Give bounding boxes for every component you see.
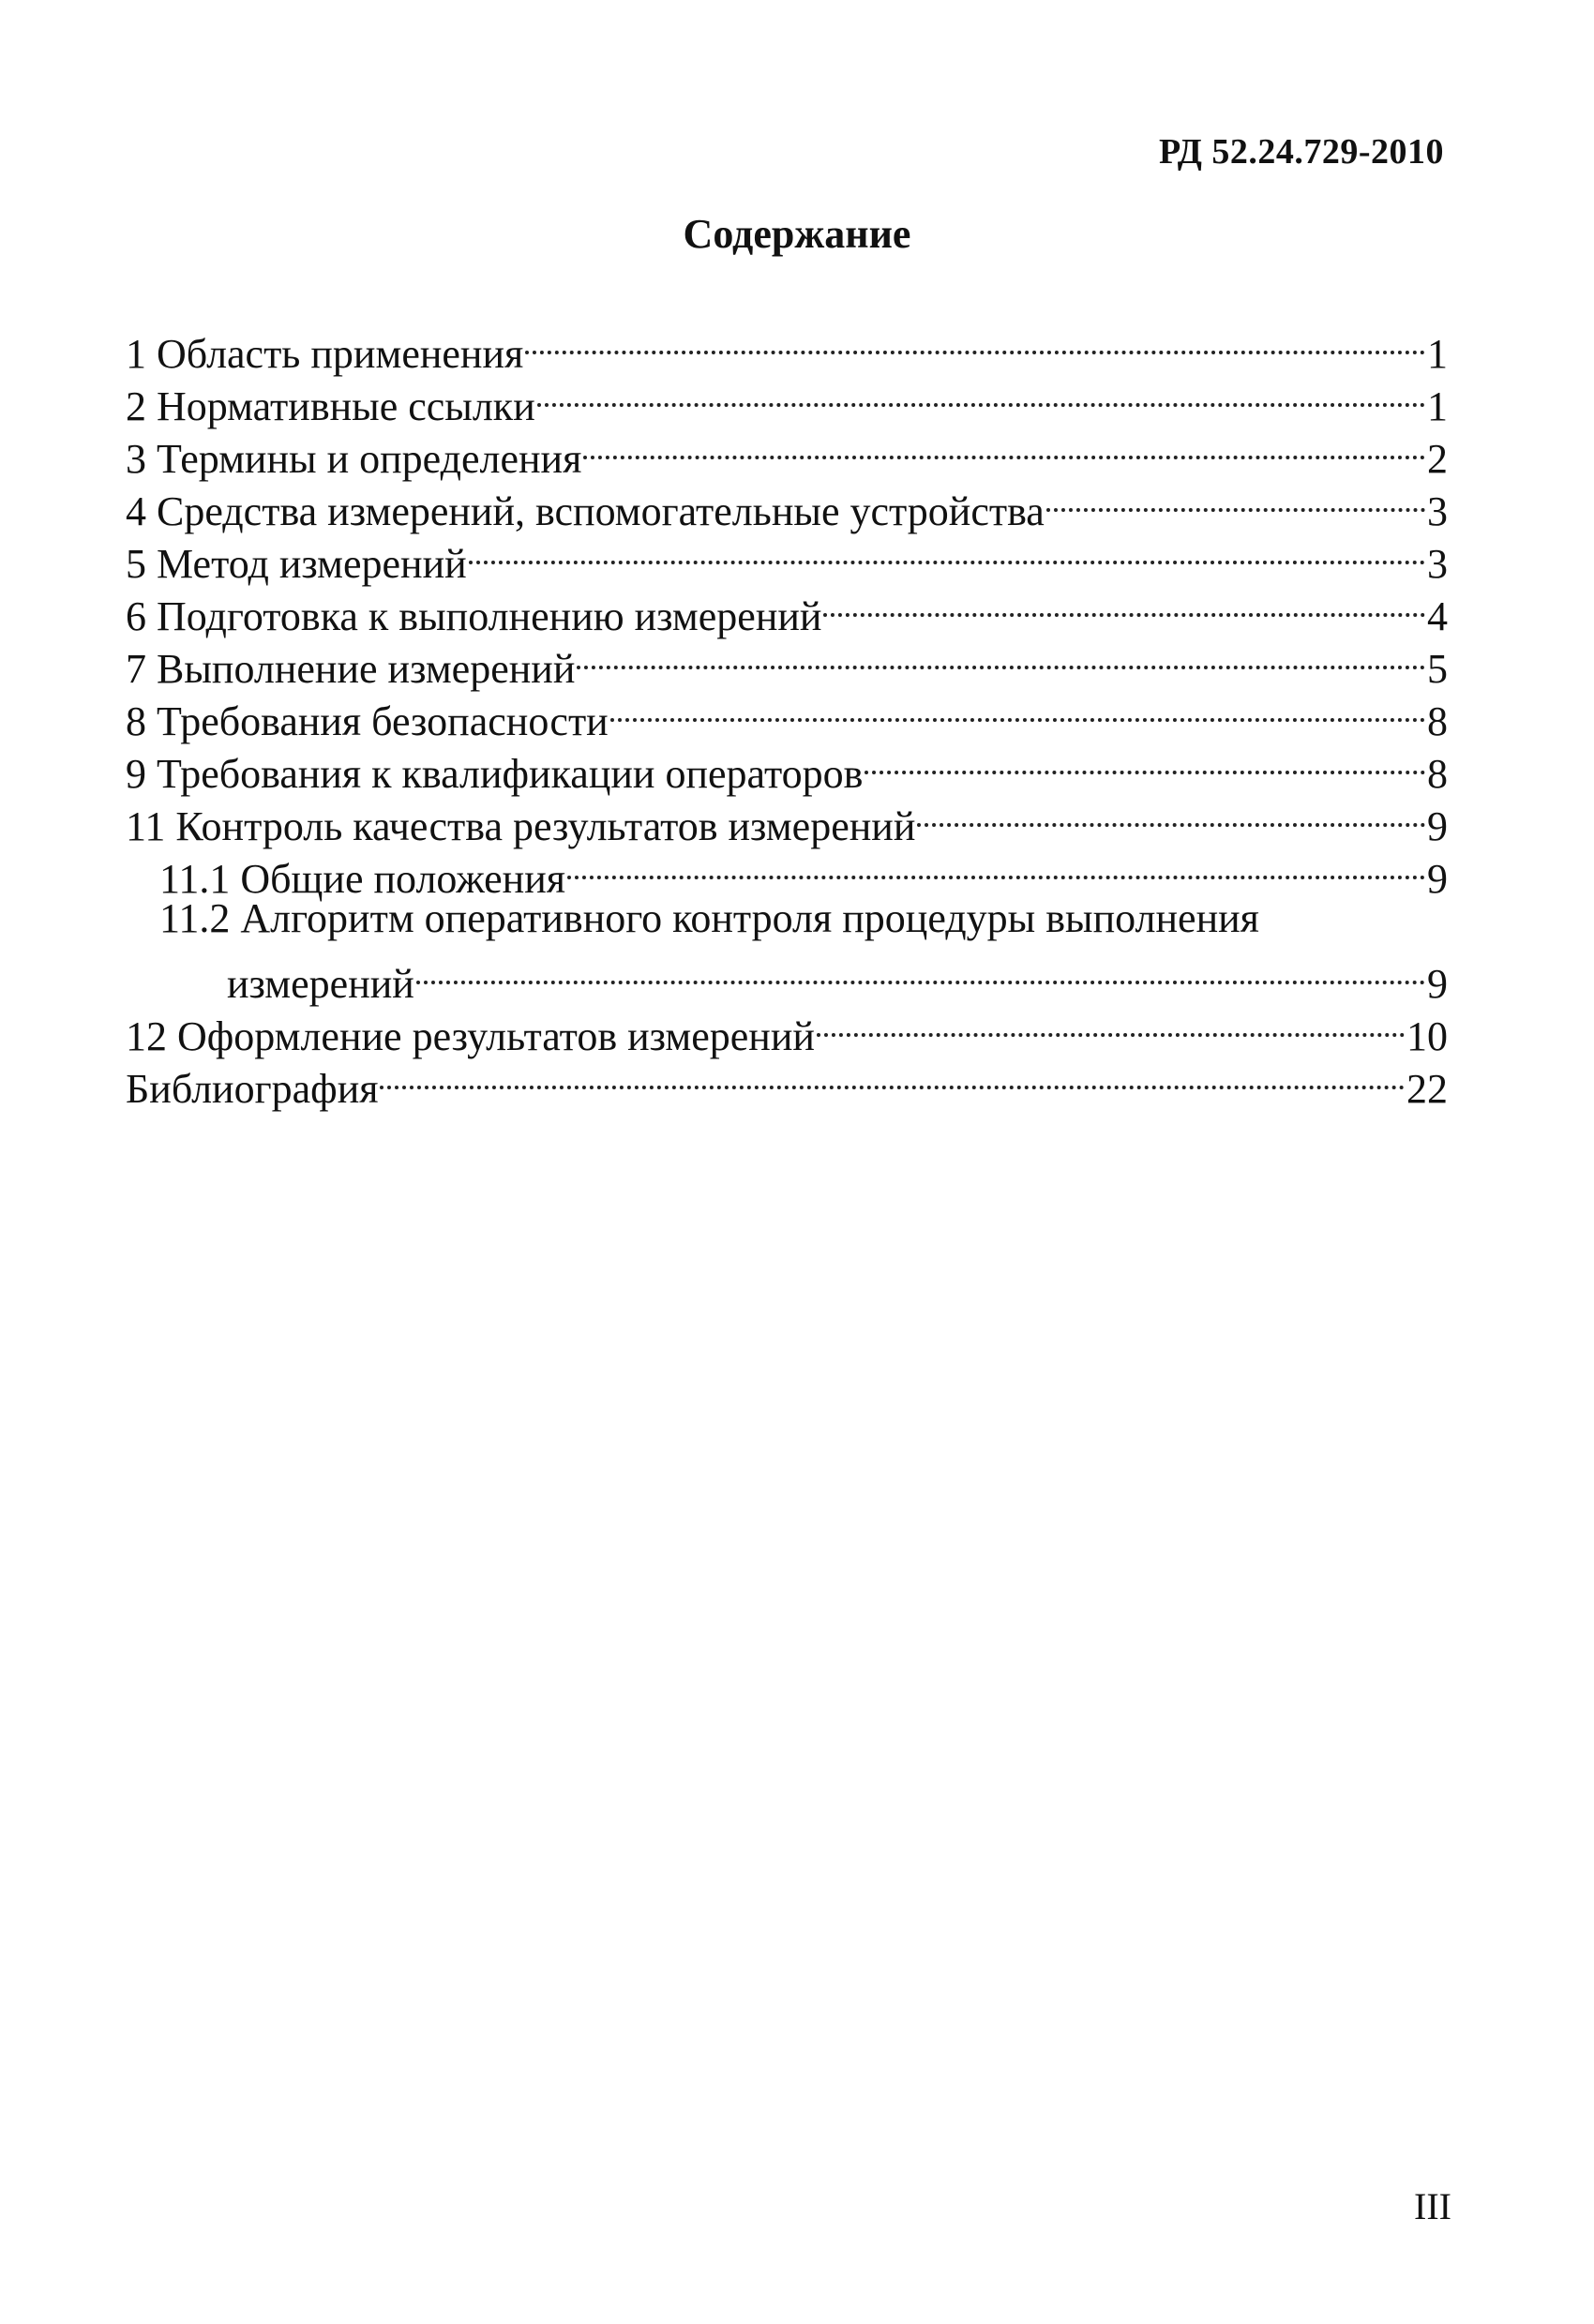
toc-dot-leader xyxy=(610,682,1425,735)
toc-dot-leader xyxy=(817,997,1405,1050)
toc-entry-title: 11.1 Общие положения xyxy=(159,856,565,902)
toc-entry-title: 2 Нормативные ссылки xyxy=(126,383,535,429)
page-number: III xyxy=(1414,2185,1451,2227)
toc-subentry[interactable] xyxy=(126,892,1448,945)
toc-entry-title: 6 Подготовка к выполнению измерений xyxy=(126,593,822,639)
toc-entry-page: 8 xyxy=(1427,751,1448,797)
toc-dot-leader xyxy=(469,525,1425,577)
toc-dot-leader xyxy=(537,367,1425,420)
table-of-contents xyxy=(126,315,1448,1112)
toc-dot-leader xyxy=(525,315,1425,367)
toc-dot-leader xyxy=(917,787,1425,840)
toc-entry-page: 1 xyxy=(1427,383,1448,429)
toc-entry-page: 9 xyxy=(1427,961,1448,1007)
toc-dot-leader xyxy=(567,840,1425,892)
toc-entry-title: 5 Метод измерений xyxy=(126,541,467,587)
toc-entry-page: 8 xyxy=(1427,698,1448,744)
toc-dot-leader xyxy=(1046,472,1425,525)
toc-entry-title: Библиография xyxy=(126,1066,379,1112)
toc-entry-page: 1 xyxy=(1427,331,1448,377)
toc-entry-title: 3 Термины и определения xyxy=(126,436,582,482)
toc-subentry-continuation[interactable] xyxy=(126,945,1448,1007)
toc-entry-page: 3 xyxy=(1427,541,1448,587)
toc-entry[interactable] xyxy=(126,315,1448,377)
toc-entry-title: 1 Область применения xyxy=(126,331,524,377)
toc-dot-leader xyxy=(416,945,1425,997)
toc-entry-page: 4 xyxy=(1427,593,1448,639)
toc-entry-title: 11 Контроль качества результатов измерений xyxy=(126,803,916,849)
toc-title: Содержание xyxy=(683,211,911,257)
toc-entry-page: 3 xyxy=(1427,488,1448,534)
toc-entry-page: 5 xyxy=(1427,646,1448,692)
toc-dot-leader xyxy=(823,577,1425,630)
toc-entry-title: 8 Требования безопасности xyxy=(126,698,609,744)
toc-entry-title: 4 Средства измерений, вспомогательные устройства xyxy=(126,488,1045,534)
toc-dot-leader xyxy=(865,735,1425,787)
toc-entry-page: 10 xyxy=(1406,1013,1448,1059)
toc-dot-leader xyxy=(583,420,1425,472)
toc-entry-title: 12 Оформление результатов измерений xyxy=(126,1013,815,1059)
toc-dot-leader xyxy=(380,1050,1405,1102)
toc-entry-page: 2 xyxy=(1427,436,1448,482)
document-code: РД 52.24.729-2010 xyxy=(1159,132,1444,172)
toc-entry-title-continuation: измерений xyxy=(227,961,414,1007)
toc-entry-page: 9 xyxy=(1427,803,1448,849)
toc-entry-title: 9 Требования к квалификации операторов xyxy=(126,751,864,797)
toc-entry-title: 7 Выполнение измерений xyxy=(126,646,576,692)
toc-entry-page: 9 xyxy=(1427,856,1448,902)
toc-entry-title: 11.2 Алгоритм оперативного контроля процедуры выполнения xyxy=(159,895,1259,941)
toc-entry-page: 22 xyxy=(1406,1066,1448,1112)
toc-dot-leader xyxy=(577,630,1425,682)
